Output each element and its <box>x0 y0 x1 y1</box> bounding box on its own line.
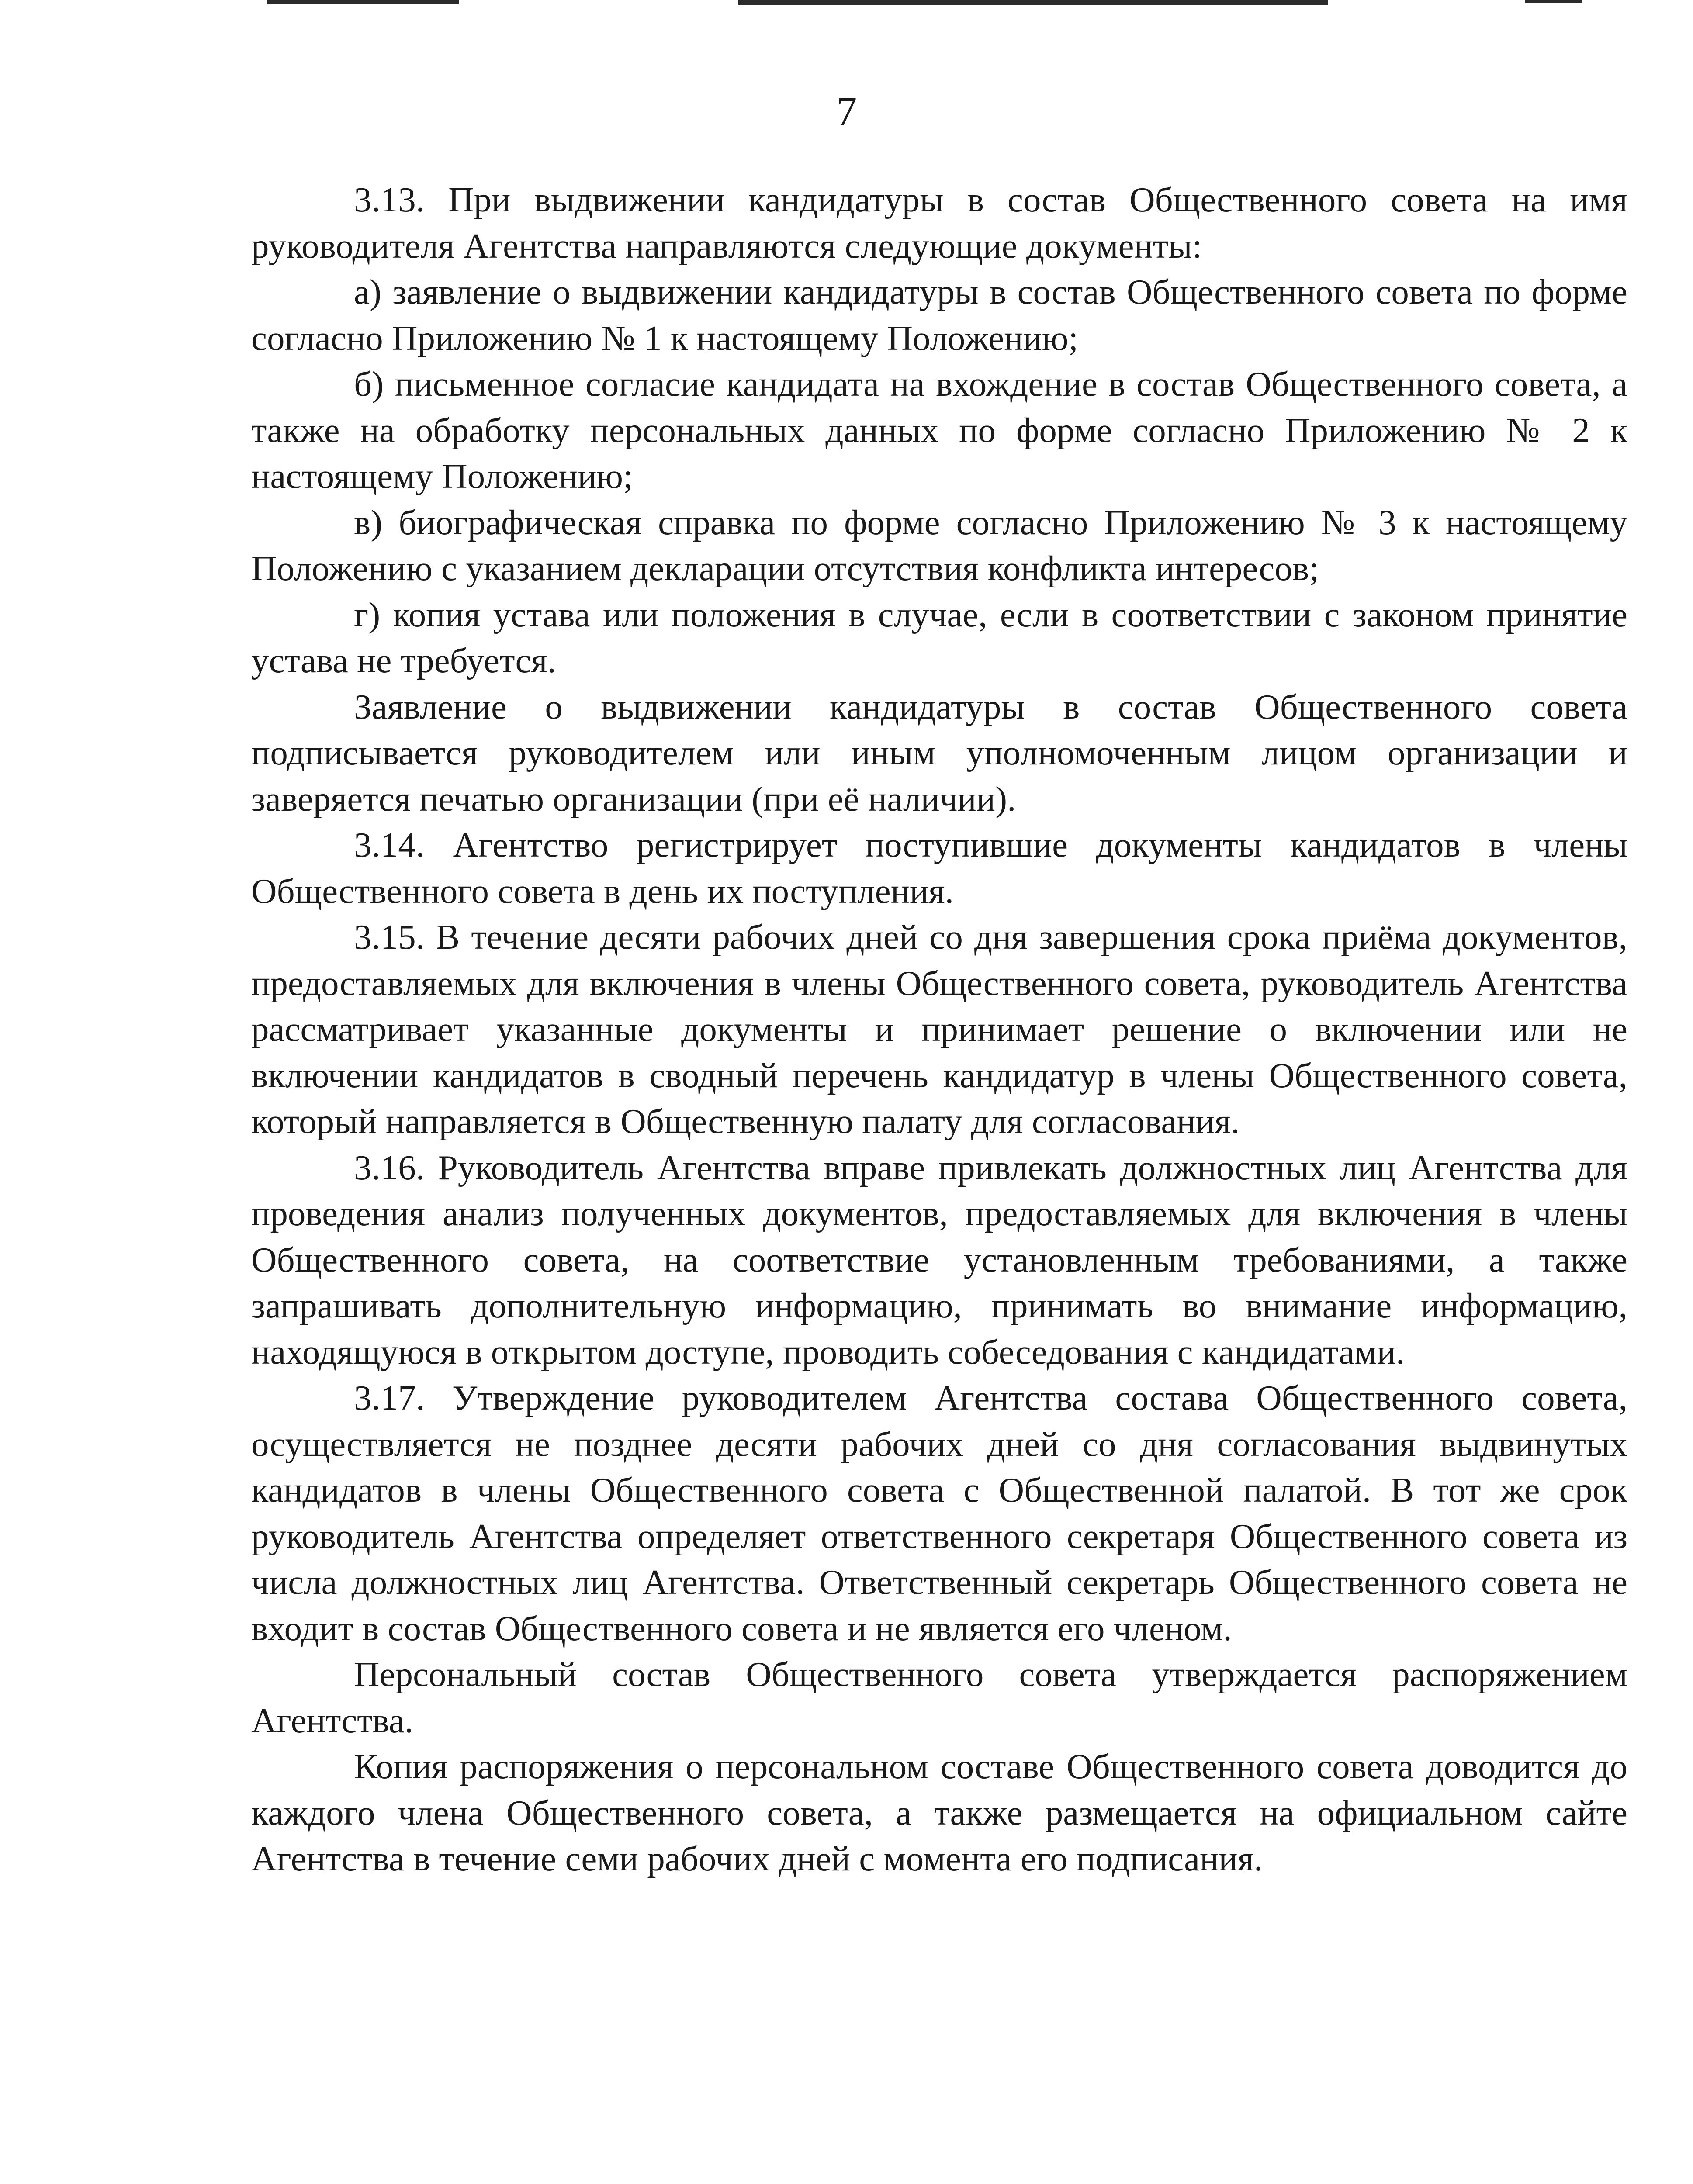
list-item-a: а) заявление о выдвижении кандидатуры в состав Общественного совета по форме согласно Приложению № 1 к настоящему Положению; <box>251 272 1627 358</box>
paragraph-3-16: 3.16. Руководитель Агентства вправе привлекать должностных лиц Агентства для проведения анализ полученных документов, предоставляемых для включения в члены Общественного совета, на соответствие установленным требованиями, а также запрашивать дополнительную информацию, принимать во внимание информацию, находящуюся в открытом доступе, проводить собеседования с кандидатами. <box>251 1147 1627 1372</box>
list-item-g: г) копия устава или положения в случае, если в соответствии с законом принятие устава не требуется. <box>251 594 1627 680</box>
page-number: 7 <box>836 88 857 135</box>
paragraph-3-13: 3.13. При выдвижении кандидатуры в состав Общественного совета на имя руководителя Агентства направляются следующие документы: <box>251 180 1627 266</box>
scan-edge-line <box>267 0 459 4</box>
scan-edge-line <box>738 0 1328 5</box>
paragraph-personal-composition: Персональный состав Общественного совета утверждается распоряжением Агентства. <box>251 1655 1627 1740</box>
paragraph-3-15: 3.15. В течение десяти рабочих дней со дня завершения срока приёма документов, предоставляемых для включения в члены Общественного совета, руководитель Агентства рассматривает указанные документы и принимает решение о включении или не включении кандидатов в сводный перечень кандидатур в члены Общественного совета, который направляется в Общественную палату для согласования. <box>251 917 1627 1141</box>
list-item-v: в) биографическая справка по форме согласно Приложению № 3 к настоящему Положению с указанием декларации отсутствия конфликта интересов; <box>251 502 1627 588</box>
paragraph-3-14: 3.14. Агентство регистрирует поступившие документы кандидатов в члены Общественного совета в день их поступления. <box>251 825 1627 911</box>
document-body <box>251 177 1627 1882</box>
paragraph-order-copy: Копия распоряжения о персональном составе Общественного совета доводится до каждого члена Общественного совета, а также размещается на официальном сайте Агентства в течение семи рабочих дней с момента его подписания. <box>251 1747 1627 1878</box>
paragraph-application-signing: Заявление о выдвижении кандидатуры в состав Общественного совета подписывается руководителем или иным уполномоченным лицом организации и заверяется печатью организации (при её наличии). <box>251 687 1627 819</box>
scan-edge-line <box>1525 0 1582 3</box>
list-item-b: б) письменное согласие кандидата на вхождение в состав Общественного совета, а также на обработку персональных данных по форме согласно Приложению № 2 к настоящему Положению; <box>251 364 1627 496</box>
paragraph-3-17: 3.17. Утверждение руководителем Агентства состава Общественного совета, осуществляется не позднее десяти рабочих дней со дня согласования выдвинутых кандидатов в члены Общественного совета с Общественной палатой. В тот же срок руководитель Агентства определяет ответственного секретаря Общественного совета из числа должностных лиц Агентства. Ответственный секретарь Общественного совета не входит в состав Общественного совета и не является его членом. <box>251 1378 1627 1648</box>
